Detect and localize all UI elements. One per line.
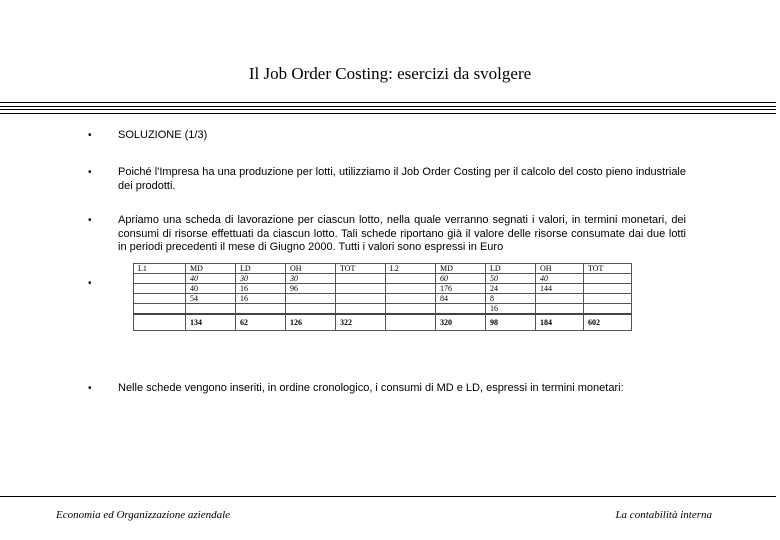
table-cell bbox=[236, 304, 286, 315]
table-cell: 96 bbox=[286, 284, 336, 294]
table-cell: 40 bbox=[536, 274, 584, 284]
table-cell: 50 bbox=[486, 274, 536, 284]
table-cell bbox=[134, 284, 186, 294]
total-cell bbox=[134, 314, 186, 330]
table-cell bbox=[286, 294, 336, 304]
total-cell: 322 bbox=[336, 314, 386, 330]
table-cell bbox=[134, 274, 186, 284]
total-cell: 184 bbox=[536, 314, 584, 330]
header-cell: MD bbox=[436, 264, 486, 274]
table-totals-row bbox=[134, 314, 632, 330]
table-cell bbox=[336, 274, 386, 284]
header-cell: OH bbox=[536, 264, 584, 274]
table-cell bbox=[584, 284, 632, 294]
total-cell: 62 bbox=[236, 314, 286, 330]
cost-table bbox=[133, 263, 632, 331]
title-divider bbox=[0, 102, 776, 114]
total-cell: 134 bbox=[186, 314, 236, 330]
bullet-marker: • bbox=[88, 130, 92, 141]
total-cell bbox=[386, 314, 436, 330]
bullet-marker: • bbox=[88, 383, 92, 394]
header-cell: LD bbox=[486, 264, 536, 274]
bullet-marker: • bbox=[88, 167, 92, 178]
header-cell: LD bbox=[236, 264, 286, 274]
table-cell bbox=[386, 274, 436, 284]
table-cell: 8 bbox=[486, 294, 536, 304]
header-cell: TOT bbox=[336, 264, 386, 274]
table-cell bbox=[536, 304, 584, 315]
table-row bbox=[134, 284, 632, 294]
table-row bbox=[134, 294, 632, 304]
total-cell: 320 bbox=[436, 314, 486, 330]
table-row bbox=[134, 304, 632, 315]
total-cell: 98 bbox=[486, 314, 536, 330]
table-cell bbox=[584, 294, 632, 304]
table-header-row bbox=[134, 264, 632, 274]
table-cell: 40 bbox=[186, 274, 236, 284]
table-cell: 176 bbox=[436, 284, 486, 294]
table-cell: 144 bbox=[536, 284, 584, 294]
table-cell bbox=[584, 274, 632, 284]
footer-course: Economia ed Organizzazione aziendale bbox=[56, 509, 231, 521]
header-cell: L2 bbox=[386, 264, 436, 274]
table-cell bbox=[134, 304, 186, 315]
footer-topic: La contabilità interna bbox=[615, 509, 712, 521]
table-cell: 40 bbox=[186, 284, 236, 294]
table-cell: 60 bbox=[436, 274, 486, 284]
bullet-soluzione: SOLUZIONE (1/3) bbox=[118, 129, 208, 141]
table-cell bbox=[536, 294, 584, 304]
table-cell: 30 bbox=[236, 274, 286, 284]
footer-divider bbox=[0, 496, 776, 497]
table-row bbox=[134, 274, 632, 284]
table-cell: 30 bbox=[286, 274, 336, 284]
slide-title: Il Job Order Costing: esercizi da svolgere bbox=[248, 64, 532, 83]
bullet-consumi: Nelle schede vengono inseriti, in ordine cronologico, i consumi di MD e LD, espressi in termini monetari: bbox=[118, 382, 624, 394]
table-cell bbox=[286, 304, 336, 315]
header-cell: L1 bbox=[134, 264, 186, 274]
table-cell: 84 bbox=[436, 294, 486, 304]
bullet-job-order-costing: Poiché l'Impresa ha una produzione per lotti, utilizziamo il Job Order Costing per il calcolo del costo pieno industriale dei prodotti. bbox=[118, 166, 686, 192]
table-cell bbox=[336, 294, 386, 304]
table-cell bbox=[386, 294, 436, 304]
header-cell: OH bbox=[286, 264, 336, 274]
bullet-schede-lavorazione: Apriamo una scheda di lavorazione per ciascun lotto, nella quale verranno segnati i valori, in termini monetari, dei consumi di risorse effettuati da ciascun lotto. Tali schede riportano già il valore delle risorse consumate dai due lotti in periodi precedenti il mese di Giugno 2000. Tutti i valori sono espressi in Euro bbox=[118, 214, 686, 253]
table-cell bbox=[386, 304, 436, 315]
total-cell: 602 bbox=[584, 314, 632, 330]
table-cell: 16 bbox=[236, 294, 286, 304]
table-cell bbox=[336, 304, 386, 315]
total-cell: 126 bbox=[286, 314, 336, 330]
table-cell bbox=[436, 304, 486, 315]
table-cell bbox=[336, 284, 386, 294]
table-cell bbox=[134, 294, 186, 304]
table-cell: 16 bbox=[486, 304, 536, 315]
table-cell: 16 bbox=[236, 284, 286, 294]
table-cell bbox=[386, 284, 436, 294]
bullet-marker: • bbox=[88, 215, 92, 226]
table-cell bbox=[186, 304, 236, 315]
table-cell bbox=[584, 304, 632, 315]
table-cell: 54 bbox=[186, 294, 236, 304]
bullet-marker: • bbox=[88, 278, 92, 289]
header-cell: MD bbox=[186, 264, 236, 274]
header-cell: TOT bbox=[584, 264, 632, 274]
table-cell: 24 bbox=[486, 284, 536, 294]
